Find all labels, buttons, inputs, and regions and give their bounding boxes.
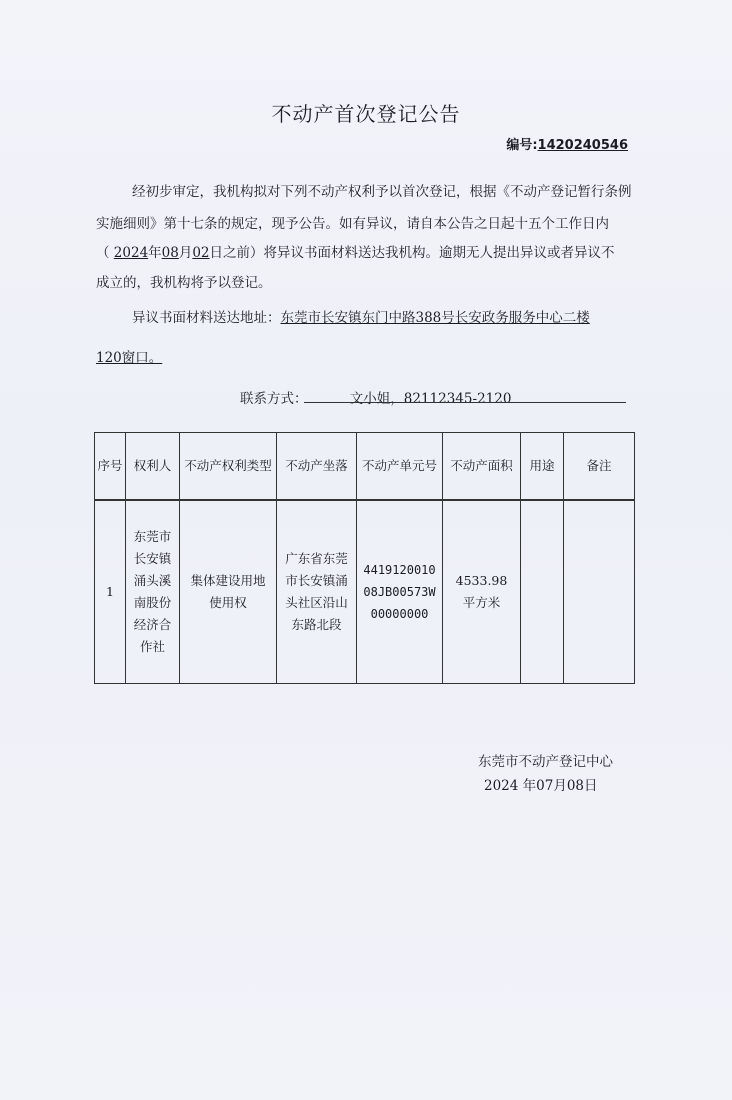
table-row [95,500,635,684]
header-unit-no: 不动产单元号 [357,433,443,501]
deadline-year: 2024 [113,245,149,261]
body-line-2: 实施细则》第十七条的规定，现予公告。如有异议，请自本公告之日起十五个工作日内 [96,216,609,232]
page-title: 不动产首次登记公告 [271,102,461,126]
address-line [132,306,590,326]
header-seq: 序号 [95,433,126,501]
address-label: 异议书面材料送达地址： [132,310,281,326]
body-line-3-rest: 日之前）将异议书面材料送达我机构。逾期无人提出异议或者异议不 [209,245,615,261]
header-owner: 权利人 [126,433,180,501]
table-header-row [95,433,635,501]
header-location: 不动产坐落 [277,433,357,501]
contact-line [240,387,511,407]
cell-seq: 1 [95,500,126,684]
header-right-type: 不动产权利类型 [180,433,277,501]
cell-unit-no: 441912001008JB00573W00000000 [357,500,443,684]
deadline-open-paren: （ [96,245,110,261]
contact-underline [304,402,626,403]
address-value-2: 120窗口。 [96,350,163,366]
cell-right-type: 集体建设用地使用权 [180,500,277,684]
header-remark: 备注 [564,433,635,501]
document-number-value: 1420240546 [537,138,628,153]
deadline-month: 08 [161,245,179,261]
deadline-month-unit: 月 [178,245,193,261]
cell-location: 广东省东莞市长安镇涌头社区沿山东路北段 [277,500,357,684]
cell-usage [521,500,564,684]
cell-area: 4533.98平方米 [443,500,521,684]
deadline-year-unit: 年 [148,245,162,261]
document-number [506,134,628,153]
body-line-1: 经初步审定，我机构拟对下列不动产权利予以首次登记，根据《不动产登记暂行条例 [132,184,632,200]
cell-owner: 东莞市长安镇涌头溪南股份经济合作社 [126,500,180,684]
address-line-2 [96,346,162,366]
issue-date: 2024 年07月08日 [484,778,598,794]
header-usage: 用途 [521,433,564,501]
contact-value: 文小姐，82112345-2120 [349,391,512,407]
body-line-3 [96,241,615,261]
body-line-4: 成立的，我机构将予以登记。 [96,275,272,291]
contact-label: 联系方式： [240,391,308,407]
document-number-label: 编号: [506,138,538,153]
deadline-day: 02 [192,245,210,261]
header-area: 不动产面积 [443,433,521,501]
issuing-organization: 东莞市不动产登记中心 [478,754,613,770]
registration-table [94,432,635,684]
address-value-1: 东莞市长安镇东门中路388号长安政务服务中心二楼 [280,310,590,326]
cell-remark [564,500,635,684]
